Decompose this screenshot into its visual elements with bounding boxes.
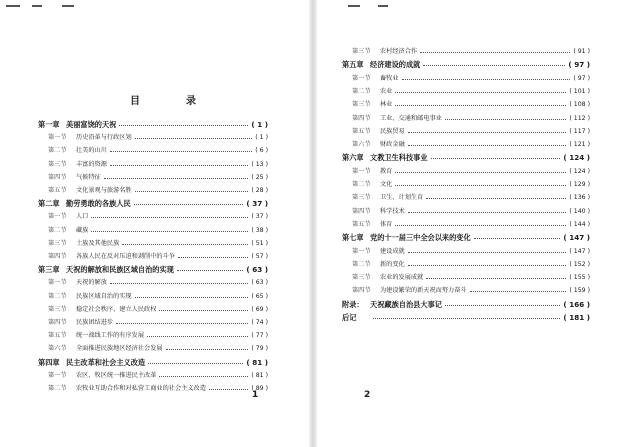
page-number: 1 (252, 390, 259, 400)
toc-entry-label: 第二节 (48, 147, 67, 155)
toc-entry-title: 农区、牧区统一推进民主改革 (76, 371, 157, 379)
toc-entry-title: 畜牧业 (380, 74, 399, 82)
toc-dot-leader (445, 305, 561, 306)
toc-entry-title: 文化景观与旅游名胜 (76, 187, 132, 194)
toc-entry-page: ( 38 ) (251, 226, 268, 234)
toc-entry-label: 第二节 (352, 181, 371, 188)
scan-mark (378, 5, 388, 7)
toc-entry-label: 第五节 (48, 332, 67, 340)
toc-section-entry (352, 273, 590, 283)
toc-dot-leader (122, 244, 248, 245)
toc-entry-label: 第四节 (352, 287, 371, 295)
toc-dot-leader (110, 165, 248, 166)
toc-dot-leader (445, 119, 567, 120)
toc-entry-page: ( 136 ) (569, 194, 590, 202)
toc-entry-label: 第四章 (38, 357, 60, 367)
toc-entry-title: 民族团结进步 (76, 319, 114, 326)
page-number: 2 (364, 390, 371, 400)
toc-entry-label: 第三节 (352, 48, 371, 55)
toc-entry-label: 附录： (342, 299, 364, 309)
toc-entry-page: ( 155 ) (569, 274, 590, 282)
toc-dot-leader (431, 158, 561, 159)
toc-entry-title: 农业 (380, 87, 393, 95)
toc-section-entry (48, 305, 268, 315)
toc-dot-leader (426, 198, 566, 199)
toc-entry-page: ( 57 ) (251, 253, 268, 260)
scan-mark (348, 5, 360, 7)
toc-entry-page: ( 91 ) (573, 48, 590, 55)
toc-dot-leader (408, 212, 567, 213)
toc-entry-title: 丰富的资源 (76, 160, 107, 168)
toc-entry-page: ( 152 ) (569, 260, 590, 268)
toc-entry-title: 科学技术 (380, 207, 405, 215)
toc-entry-page: ( 159 ) (569, 287, 590, 295)
toc-entry-page: ( 166 ) (563, 299, 590, 309)
toc-section-entry (48, 252, 268, 262)
toc-entry-page: ( 1 ) (251, 120, 268, 129)
toc-entry-label: 第七章 (342, 233, 364, 243)
toc-entry-label: 第一节 (352, 74, 371, 82)
toc-entry-title: 教育 (380, 167, 393, 175)
toc-section-entry (48, 371, 268, 381)
toc-entry-title: 经济建设的成就 (370, 60, 421, 70)
toc-dot-leader (159, 310, 248, 311)
scan-mark (62, 5, 74, 7)
toc-section-entry (48, 292, 268, 302)
toc-section-entry (48, 318, 268, 328)
toc-entry-title: 新的变化 (380, 260, 405, 268)
toc-entry-title: 气候特征 (76, 173, 101, 181)
toc-dot-leader (135, 191, 249, 192)
toc-chapter-entry (342, 233, 590, 243)
toc-entry-label: 第三节 (48, 305, 67, 313)
toc-section-entry (352, 74, 590, 84)
toc-entry-label: 第六节 (48, 345, 67, 353)
toc-entry-title: 文教卫生科技事业 (370, 153, 428, 163)
toc-section-entry (352, 247, 590, 257)
toc-dot-leader (426, 278, 566, 279)
toc-entry-label: 第三节 (352, 101, 371, 109)
toc-section-entry (48, 384, 268, 394)
toc-entry-page: ( 25 ) (251, 173, 268, 181)
toc-entry-title: 稳定社会秩序，建立人民政权 (76, 305, 157, 313)
toc-entry-title: 农牧业互助合作和对私营工商业的社会主义改造 (76, 385, 206, 392)
toc-entry-title: 壮美的山川 (76, 147, 107, 155)
toc-entry-title: 人口 (76, 213, 89, 221)
toc-dot-leader (373, 318, 560, 319)
toc-entry-page: ( 144 ) (569, 220, 590, 228)
toc-entry-title: 美丽富饶的天祝 (66, 120, 117, 129)
toc-chapter-entry (342, 313, 590, 323)
toc-entry-label: 第二节 (48, 292, 67, 300)
toc-entry-label: 第五章 (342, 60, 364, 70)
toc-entry-page: ( 140 ) (569, 207, 590, 215)
toc-entry-page: ( 147 ) (563, 233, 590, 243)
toc-entry-title: 建设成就 (380, 247, 405, 255)
toc-dot-leader (474, 238, 561, 239)
toc-entry-page: ( 28 ) (251, 187, 268, 194)
toc-section-entry (352, 47, 590, 57)
toc-entry-title: 财政金融 (380, 141, 405, 149)
toc-dot-leader (209, 389, 248, 390)
toc-entry-page: ( 1 ) (255, 134, 268, 142)
toc-section-entry (352, 167, 590, 177)
toc-dot-leader (166, 349, 249, 350)
toc-chapter-entry (342, 153, 590, 163)
toc-entry-page: ( 121 ) (569, 141, 590, 149)
toc-section-entry (352, 260, 590, 270)
right-page (318, 2, 636, 443)
toc-entry-label: 第四节 (48, 253, 67, 260)
toc-dot-leader (395, 185, 566, 186)
toc-entry-title: 全面推进民族地区经济社会发展 (76, 345, 163, 353)
toc-section-entry (352, 207, 590, 217)
toc-entry-title: 统一战线工作的有序发展 (76, 332, 145, 340)
toc-entry-page: ( 81 ) (246, 357, 268, 367)
toc-section-entry (352, 100, 590, 110)
toc-entry-title: 为建设繁荣的新天祝而努力奋斗 (380, 287, 467, 295)
toc-dot-leader (408, 265, 567, 266)
toc-dot-leader (110, 283, 248, 284)
toc-entry-label: 第三节 (352, 274, 371, 282)
toc-dot-leader (420, 52, 570, 53)
toc-entry-label: 第二节 (48, 385, 67, 392)
toc-entry-label: 第四节 (352, 207, 371, 215)
toc-section-entry (48, 160, 268, 170)
toc-entry-title: 民族区域自治的实现 (76, 292, 132, 300)
toc-entry-title: 农村经济合作 (380, 48, 418, 55)
toc-section-entry (48, 212, 268, 222)
toc-entry-page: ( 13 ) (251, 160, 268, 168)
toc-dot-leader (470, 291, 567, 292)
toc-entry-page: ( 112 ) (569, 114, 590, 122)
toc-entry-label: 第一节 (352, 167, 371, 175)
toc-entry-page: ( 124 ) (563, 153, 590, 163)
toc-entry-title: 各族人民在反对压迫和剥削中的斗争 (76, 253, 175, 260)
toc-entry-title: 民主改革和社会主义改造 (66, 357, 146, 367)
toc-section-entry (352, 193, 590, 203)
toc-chapter-entry (38, 120, 268, 130)
toc-entry-page: ( 97 ) (573, 74, 590, 82)
toc-entry-page: ( 63 ) (251, 279, 268, 287)
toc-entry-page: ( 51 ) (251, 239, 268, 247)
toc-entry-label: 第一节 (48, 279, 67, 287)
page-title: 目 录 (130, 96, 214, 107)
toc-dot-leader (91, 231, 248, 232)
toc-entry-page: ( 63 ) (246, 265, 268, 275)
toc-entry-title: 藏族 (76, 226, 89, 234)
toc-entry-label: 第一章 (38, 120, 60, 129)
toc-entry-page: ( 124 ) (569, 167, 590, 175)
toc-entry-title: 林业 (380, 101, 393, 109)
toc-section-entry (352, 286, 590, 296)
toc-entry-page: ( 69 ) (251, 305, 268, 313)
toc-dot-leader (408, 252, 567, 253)
toc-dot-leader (148, 363, 243, 364)
toc-dot-leader (395, 172, 566, 173)
toc-entry-title: 土族及其他民族 (76, 239, 120, 247)
toc-entry-label: 第三节 (48, 160, 67, 168)
toc-dot-leader (178, 257, 248, 258)
toc-entry-label: 后记 (342, 313, 357, 322)
toc-entry-label: 第一节 (48, 371, 67, 379)
toc-section-entry (352, 114, 590, 124)
toc-section-entry (352, 140, 590, 150)
toc-entry-label: 第二章 (38, 199, 60, 209)
toc-dot-leader (134, 204, 244, 205)
toc-dot-leader (116, 323, 248, 324)
toc-dot-leader (395, 105, 566, 106)
toc-entry-page: ( 79 ) (251, 345, 268, 353)
toc-dot-leader (408, 132, 567, 133)
toc-entry-label: 第三节 (352, 194, 371, 202)
toc-entry-page: ( 101 ) (569, 87, 590, 95)
toc-entry-label: 第一节 (48, 213, 67, 221)
toc-entry-page: ( 74 ) (251, 319, 268, 326)
toc-entry-label: 第一节 (48, 134, 67, 142)
toc-dot-leader (423, 65, 565, 66)
left-page (2, 2, 308, 443)
toc-entry-title: 党的十一届三中全会以来的变化 (370, 233, 471, 243)
toc-entry-page: ( 37 ) (251, 213, 268, 221)
toc-dot-leader (408, 145, 567, 146)
toc-section-entry (48, 186, 268, 196)
toc-entry-title: 天祝的解放和民族区域自治的实现 (66, 265, 174, 275)
toc-section-entry (352, 180, 590, 190)
toc-entry-page: ( 65 ) (251, 292, 268, 300)
toc-section-entry (48, 344, 268, 354)
toc-section-entry (48, 278, 268, 288)
toc-entry-label: 第四节 (48, 173, 67, 181)
toc-entry-label: 第六章 (342, 153, 364, 163)
toc-section-entry (48, 331, 268, 341)
toc-dot-leader (147, 336, 248, 337)
toc-entry-label: 第二节 (352, 260, 371, 268)
toc-dot-leader (104, 178, 249, 179)
toc-entry-page: ( 117 ) (569, 127, 590, 135)
toc-section-entry (352, 87, 590, 97)
toc-entry-label: 第三章 (38, 265, 60, 275)
toc-entry-label: 第五节 (352, 127, 371, 135)
toc-entry-label: 第二节 (352, 87, 371, 95)
toc-section-entry (48, 133, 268, 143)
toc-entry-label: 第二节 (48, 226, 67, 234)
toc-dot-leader (135, 138, 253, 139)
toc-entry-page: ( 129 ) (569, 181, 590, 188)
toc-entry-title: 卫生、计划生育 (380, 194, 424, 202)
toc-entry-title: 天祝的解放 (76, 279, 107, 287)
toc-entry-title: 文化 (380, 181, 393, 188)
toc-dot-leader (402, 79, 571, 80)
toc-section-entry (352, 127, 590, 137)
toc-entry-page: ( 108 ) (569, 101, 590, 109)
toc-section-entry (48, 226, 268, 236)
toc-entry-title: 工业、交通和邮电事业 (380, 114, 442, 122)
toc-entry-label: 第五节 (48, 187, 67, 194)
toc-section-entry (352, 220, 590, 230)
toc-entry-page: ( 97 ) (568, 60, 590, 70)
toc-chapter-entry (342, 60, 590, 70)
toc-dot-leader (177, 270, 244, 271)
toc-chapter-entry (38, 199, 268, 209)
toc-entry-label: 第一节 (352, 247, 371, 255)
toc-entry-page: ( 6 ) (255, 147, 268, 155)
toc-entry-label: 第三节 (48, 239, 67, 247)
toc-entry-title: 天祝藏族自治县大事记 (370, 299, 442, 309)
toc-dot-leader (110, 151, 252, 152)
toc-section-entry (48, 239, 268, 249)
toc-dot-leader (159, 376, 248, 377)
toc-entry-label: 第五节 (352, 220, 371, 228)
toc-entry-title: 体育 (380, 220, 393, 228)
toc-chapter-entry (38, 265, 268, 275)
toc-entry-page: ( 181 ) (563, 313, 590, 322)
toc-entry-page: ( 81 ) (251, 371, 268, 379)
toc-entry-title: 历史沿革与行政区划 (76, 134, 132, 142)
toc-dot-leader (395, 225, 566, 226)
scan-mark (32, 5, 42, 7)
toc-entry-title: 勤劳勇敢的各族人民 (66, 199, 131, 209)
toc-entry-page: ( 37 ) (246, 199, 268, 209)
toc-entry-label: 第四节 (48, 319, 67, 326)
toc-dot-leader (119, 125, 248, 126)
toc-section-entry (48, 173, 268, 183)
book-gutter (309, 0, 317, 447)
toc-entry-label: 第四节 (352, 114, 371, 122)
toc-entry-page: ( 89 ) (251, 385, 268, 392)
toc-entry-page: ( 77 ) (251, 332, 268, 340)
toc-entry-title: 农业的发展成就 (380, 274, 424, 282)
scan-mark (6, 5, 20, 7)
toc-entry-title: 民族贸易 (380, 127, 405, 135)
toc-section-entry (48, 146, 268, 156)
toc-chapter-entry (342, 300, 590, 310)
toc-dot-leader (395, 92, 566, 93)
toc-entry-page: ( 147 ) (569, 247, 590, 255)
toc-chapter-entry (38, 358, 268, 368)
toc-entry-label: 第六节 (352, 141, 371, 149)
toc-dot-leader (135, 297, 249, 298)
toc-dot-leader (91, 217, 248, 218)
